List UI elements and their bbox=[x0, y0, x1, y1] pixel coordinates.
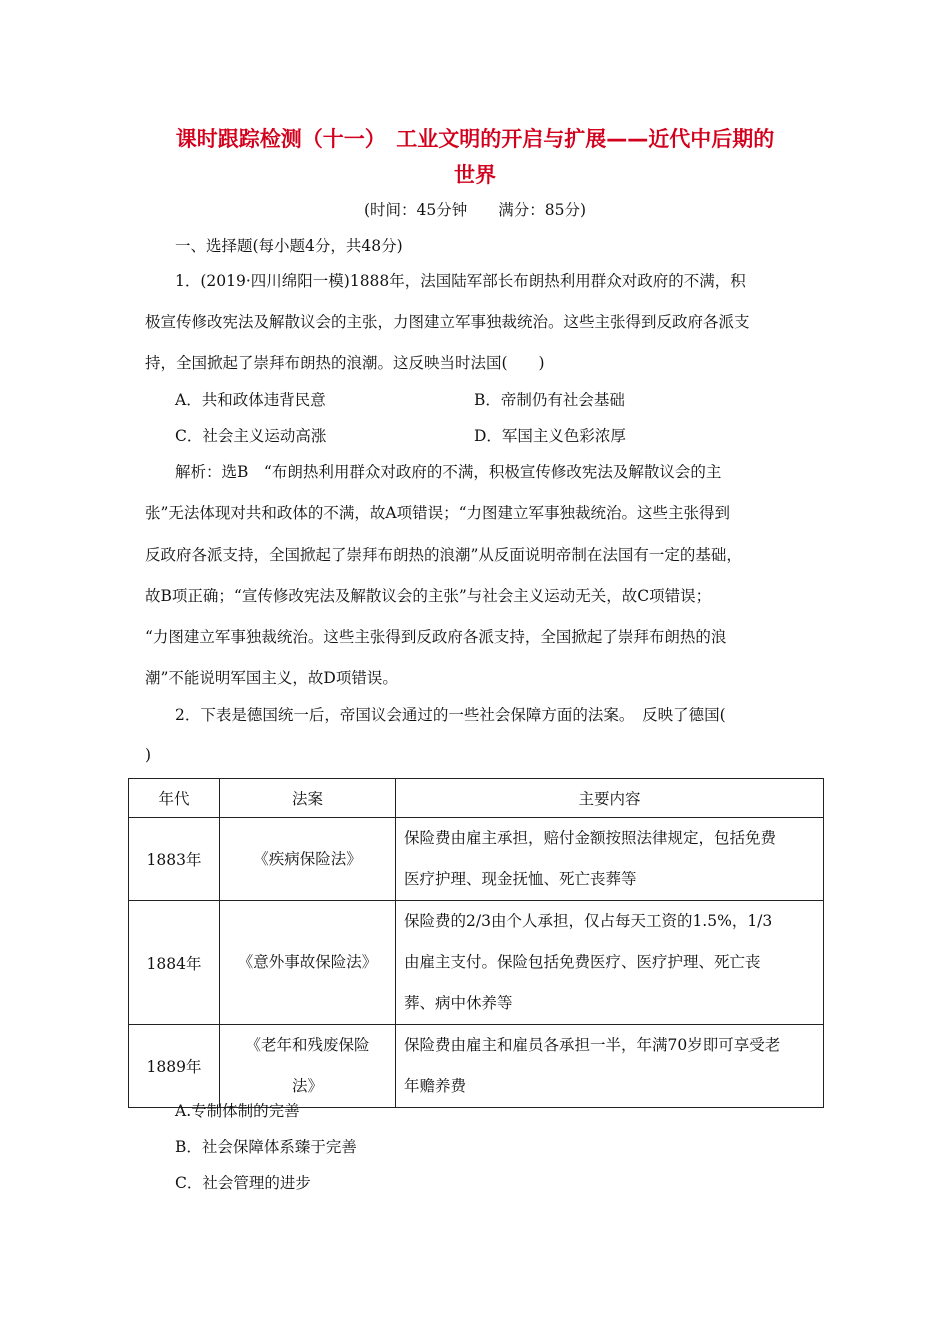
law-name-line: 《疾病保险法》 bbox=[253, 849, 362, 868]
table-cell-content bbox=[396, 818, 824, 901]
law-name-line: 《意外事故保险法》 bbox=[237, 953, 378, 971]
table-cell-law bbox=[220, 818, 396, 901]
q1-analysis-line: 解析：选B “布朗热利用群众对政府的不满，积极宣传修改宪法及解散议会的主 bbox=[175, 463, 722, 481]
table-cell-year: 1884年 bbox=[129, 901, 220, 1025]
table-cell-year: 1883年 bbox=[129, 818, 220, 901]
law-name-line: 法》 bbox=[291, 1077, 323, 1095]
q1-option-a: A．共和政体违背民意 bbox=[175, 391, 326, 409]
table-cell-content bbox=[396, 1025, 824, 1108]
table-cell-law bbox=[220, 901, 396, 1025]
q1-option-d: D．军国主义色彩浓厚 bbox=[474, 427, 626, 445]
q1-analysis-line: 潮”不能说明军国主义，故D项错误。 bbox=[145, 669, 398, 687]
table-row bbox=[129, 1025, 824, 1108]
exam-meta: (时间：45分钟 满分：85分) bbox=[363, 201, 587, 219]
content-line: 保险费由雇主和雇员各承担一半，年满70岁即可享受老 bbox=[404, 1036, 781, 1054]
content-line: 医疗护理、现金抚恤、死亡丧葬等 bbox=[404, 870, 637, 888]
q1-analysis-line: 故B项正确；“宣传修改宪法及解散议会的主张”与社会主义运动无关，故C项错误； bbox=[145, 587, 712, 605]
document-title-line-1: 课时跟踪检测（十一） 工业文明的开启与扩展——近代中后期的 bbox=[175, 127, 775, 151]
table-header: 主要内容 bbox=[396, 779, 824, 818]
q1-text-line: 极宣传修改宪法及解散议会的主张，力图建立军事独裁统治。这些主张得到反政府各派支 bbox=[145, 313, 750, 331]
q1-analysis-line: 张”无法体现对共和政体的不满，故A项错误；“力图建立军事独裁统治。这些主张得到 bbox=[145, 504, 731, 522]
table-header: 法案 bbox=[220, 779, 396, 818]
table-row bbox=[129, 901, 824, 1025]
table-cell-content bbox=[396, 901, 824, 1025]
q1-analysis-line: “力图建立军事独裁统治。这些主张得到反政府各派支持，全国掀起了崇拜布朗热的浪 bbox=[145, 628, 727, 646]
content-line: 由雇主支付。保险包括免费医疗、医疗护理、死亡丧 bbox=[404, 953, 761, 971]
table-row bbox=[129, 818, 824, 901]
q1-option-c: C．社会主义运动高涨 bbox=[175, 427, 327, 445]
q2-text-line: ) bbox=[145, 746, 152, 764]
law-name-line: 《老年和残废保险 bbox=[245, 1036, 370, 1054]
section-heading: 一、选择题(每小题4分，共48分) bbox=[175, 237, 403, 255]
q2-text-line: 2．下表是德国统一后，帝国议会通过的一些社会保障方面的法案。 反映了德国( bbox=[175, 706, 726, 724]
table-header: 年代 bbox=[129, 779, 220, 818]
q1-analysis-line: 反政府各派支持，全国掀起了崇拜布朗热的浪潮”从反面说明帝制在法国有一定的基础， bbox=[145, 546, 742, 564]
insurance-law-table bbox=[128, 778, 824, 1108]
q2-option-a: A.专制体制的完善 bbox=[175, 1102, 300, 1120]
content-line: 保险费由雇主承担，赔付金额按照法律规定，包括免费 bbox=[404, 829, 777, 847]
content-line: 葬、病中休养等 bbox=[404, 994, 513, 1012]
q2-option-b: B．社会保障体系臻于完善 bbox=[175, 1138, 357, 1156]
q1-option-b: B．帝制仍有社会基础 bbox=[474, 391, 625, 409]
table-cell-law bbox=[220, 1025, 396, 1108]
content-line: 保险费的2/3由个人承担，仅占每天工资的1.5%，1/3 bbox=[404, 912, 773, 930]
table-header-row bbox=[129, 779, 824, 818]
q1-text-line: 1．(2019·四川绵阳一模)1888年，法国陆军部长布朗热利用群众对政府的不满，积 bbox=[175, 272, 746, 290]
content-line: 年赡养费 bbox=[404, 1077, 467, 1095]
document-title-line-2: 世界 bbox=[454, 163, 496, 187]
q2-option-c: C．社会管理的进步 bbox=[175, 1174, 311, 1192]
q1-text-line: 持，全国掀起了崇拜布朗热的浪潮。这反映当时法国( ) bbox=[145, 354, 545, 372]
table-cell-year: 1889年 bbox=[129, 1025, 220, 1108]
